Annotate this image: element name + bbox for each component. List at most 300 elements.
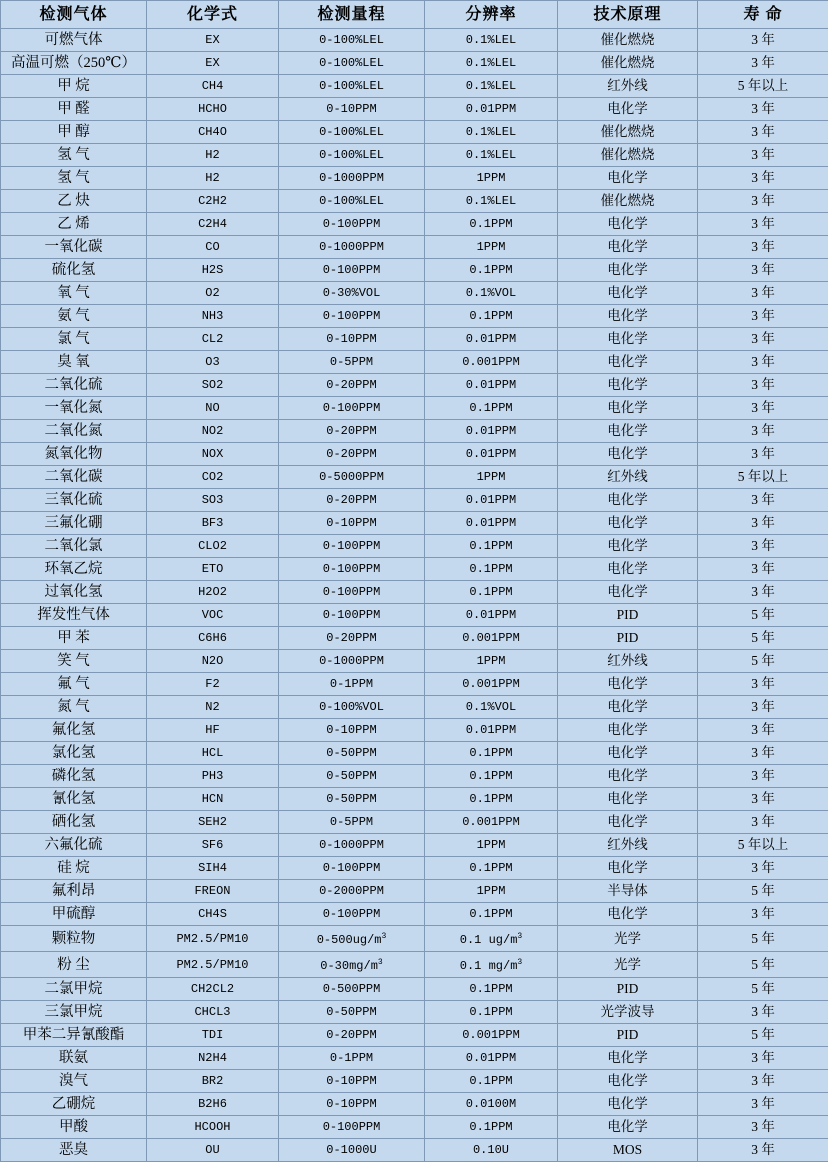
cell-formula: SF6: [147, 834, 279, 857]
cell-resolution: 0.001PPM: [425, 351, 558, 374]
cell-lifetime: 3 年: [698, 98, 828, 121]
table-row: [1, 788, 828, 811]
cell-lifetime: 3 年: [698, 443, 828, 466]
cell-formula: CO2: [147, 466, 279, 489]
cell-range: 0-20PPM: [279, 443, 425, 466]
cell-range: 0-30%VOL: [279, 282, 425, 305]
cell-technology: 电化学: [558, 581, 698, 604]
cell-lifetime: 3 年: [698, 1001, 828, 1024]
cell-range: 0-100PPM: [279, 535, 425, 558]
cell-range: 0-10PPM: [279, 512, 425, 535]
cell-resolution: 0.1%VOL: [425, 696, 558, 719]
cell-resolution: 0.1%LEL: [425, 121, 558, 144]
cell-lifetime: 3 年: [698, 144, 828, 167]
cell-gas: 氯 气: [1, 328, 147, 351]
cell-lifetime: 3 年: [698, 535, 828, 558]
cell-technology: 电化学: [558, 558, 698, 581]
cell-gas: 粉 尘: [1, 952, 147, 978]
cell-range: 0-5000PPM: [279, 466, 425, 489]
cell-resolution: 0.01PPM: [425, 1047, 558, 1070]
cell-formula: BR2: [147, 1070, 279, 1093]
cell-gas: 臭 氧: [1, 351, 147, 374]
cell-lifetime: 3 年: [698, 696, 828, 719]
cell-gas: 甲硫醇: [1, 903, 147, 926]
cell-range: 0-100%VOL: [279, 696, 425, 719]
table-row: [1, 627, 828, 650]
table-row: [1, 765, 828, 788]
cell-formula: B2H6: [147, 1093, 279, 1116]
cell-formula: F2: [147, 673, 279, 696]
cell-formula: NH3: [147, 305, 279, 328]
cell-lifetime: 3 年: [698, 213, 828, 236]
cell-resolution: 0.1PPM: [425, 903, 558, 926]
table-row: [1, 558, 828, 581]
cell-technology: 电化学: [558, 765, 698, 788]
cell-lifetime: 5 年: [698, 926, 828, 952]
table-row: [1, 880, 828, 903]
cell-range: 0-2000PPM: [279, 880, 425, 903]
cell-lifetime: 3 年: [698, 236, 828, 259]
table-row: [1, 443, 828, 466]
cell-gas: 环氧乙烷: [1, 558, 147, 581]
cell-range: $0-30mg/m^3$: [279, 952, 425, 978]
cell-gas: 氨 气: [1, 305, 147, 328]
cell-gas: 甲苯二异氰酸酯: [1, 1024, 147, 1047]
cell-resolution: 0.1%LEL: [425, 29, 558, 52]
cell-lifetime: 3 年: [698, 742, 828, 765]
table-row: [1, 75, 828, 98]
cell-formula: C2H4: [147, 213, 279, 236]
cell-formula: TDI: [147, 1024, 279, 1047]
cell-resolution: 1PPM: [425, 167, 558, 190]
table-row: [1, 1139, 828, 1162]
cell-gas: 甲 苯: [1, 627, 147, 650]
cell-range: 0-1000PPM: [279, 650, 425, 673]
cell-formula: CH4: [147, 75, 279, 98]
cell-lifetime: 3 年: [698, 351, 828, 374]
cell-range: 0-100PPM: [279, 581, 425, 604]
cell-lifetime: 3 年: [698, 259, 828, 282]
cell-technology: 电化学: [558, 857, 698, 880]
cell-lifetime: 3 年: [698, 581, 828, 604]
header-row: [1, 1, 828, 29]
cell-gas: 挥发性气体: [1, 604, 147, 627]
cell-technology: 催化燃烧: [558, 52, 698, 75]
cell-technology: 电化学: [558, 167, 698, 190]
cell-resolution: 0.01PPM: [425, 420, 558, 443]
cell-technology: 电化学: [558, 305, 698, 328]
cell-gas: 甲 醇: [1, 121, 147, 144]
table-row: [1, 167, 828, 190]
cell-formula: NO: [147, 397, 279, 420]
table-row: [1, 926, 828, 952]
cell-formula: EX: [147, 29, 279, 52]
cell-gas: 三氟化硼: [1, 512, 147, 535]
cell-resolution: 0.001PPM: [425, 673, 558, 696]
table-row: [1, 466, 828, 489]
cell-resolution: 0.001PPM: [425, 627, 558, 650]
cell-technology: 电化学: [558, 374, 698, 397]
cell-technology: MOS: [558, 1139, 698, 1162]
cell-resolution: 0.1%LEL: [425, 144, 558, 167]
cell-formula: CH2CL2: [147, 978, 279, 1001]
cell-resolution: 0.1 $mg/m^3$: [425, 952, 558, 978]
table-row: [1, 420, 828, 443]
cell-formula: CHCL3: [147, 1001, 279, 1024]
table-row: [1, 397, 828, 420]
cell-resolution: 0.001PPM: [425, 811, 558, 834]
cell-gas: 颗粒物: [1, 926, 147, 952]
cell-gas: 三氧化硫: [1, 489, 147, 512]
cell-gas: 乙硼烷: [1, 1093, 147, 1116]
cell-technology: 电化学: [558, 719, 698, 742]
table-row: [1, 374, 828, 397]
cell-lifetime: 5 年以上: [698, 466, 828, 489]
cell-technology: 电化学: [558, 1047, 698, 1070]
cell-resolution: 0.1PPM: [425, 397, 558, 420]
cell-technology: 电化学: [558, 696, 698, 719]
table-row: [1, 604, 828, 627]
cell-range: 0-100%LEL: [279, 29, 425, 52]
cell-range: 0-100%LEL: [279, 75, 425, 98]
table-row: [1, 1070, 828, 1093]
table-row: [1, 489, 828, 512]
table-row: [1, 742, 828, 765]
cell-formula: H2S: [147, 259, 279, 282]
cell-range: 0-50PPM: [279, 765, 425, 788]
cell-technology: 电化学: [558, 673, 698, 696]
column-header-formula: 化学式: [147, 1, 279, 29]
cell-lifetime: 5 年: [698, 650, 828, 673]
cell-lifetime: 3 年: [698, 1116, 828, 1139]
table-row: [1, 1116, 828, 1139]
cell-range: 0-100PPM: [279, 397, 425, 420]
cell-technology: 电化学: [558, 903, 698, 926]
cell-formula: O2: [147, 282, 279, 305]
table-row: [1, 535, 828, 558]
cell-technology: 电化学: [558, 489, 698, 512]
cell-resolution: 0.1%VOL: [425, 282, 558, 305]
cell-range: 0-20PPM: [279, 1024, 425, 1047]
table-row: [1, 857, 828, 880]
cell-gas: 恶臭: [1, 1139, 147, 1162]
cell-gas: 硅 烷: [1, 857, 147, 880]
cell-formula: HCOOH: [147, 1116, 279, 1139]
table-row: [1, 144, 828, 167]
cell-formula: HCL: [147, 742, 279, 765]
cell-gas: 笑 气: [1, 650, 147, 673]
cell-lifetime: 3 年: [698, 328, 828, 351]
cell-formula: ETO: [147, 558, 279, 581]
cell-formula: CH4S: [147, 903, 279, 926]
column-header-gas: 检测气体: [1, 1, 147, 29]
cell-range: 0-5PPM: [279, 351, 425, 374]
cell-gas: 甲 烷: [1, 75, 147, 98]
cell-lifetime: 3 年: [698, 29, 828, 52]
table-row: [1, 978, 828, 1001]
cell-technology: 电化学: [558, 535, 698, 558]
cell-formula: SIH4: [147, 857, 279, 880]
cell-resolution: 1PPM: [425, 834, 558, 857]
cell-formula: CH4O: [147, 121, 279, 144]
table-row: [1, 29, 828, 52]
cell-lifetime: 5 年: [698, 1024, 828, 1047]
cell-range: 0-1000PPM: [279, 236, 425, 259]
cell-resolution: 0.1 $ug/m^3$: [425, 926, 558, 952]
cell-resolution: 0.1PPM: [425, 765, 558, 788]
cell-gas: 乙 烯: [1, 213, 147, 236]
cell-range: 0-20PPM: [279, 627, 425, 650]
cell-lifetime: 3 年: [698, 374, 828, 397]
cell-range: 0-100PPM: [279, 903, 425, 926]
cell-formula: EX: [147, 52, 279, 75]
cell-lifetime: 3 年: [698, 190, 828, 213]
cell-formula: SO2: [147, 374, 279, 397]
cell-technology: 电化学: [558, 742, 698, 765]
cell-technology: 电化学: [558, 351, 698, 374]
cell-lifetime: 3 年: [698, 765, 828, 788]
cell-resolution: 0.01PPM: [425, 98, 558, 121]
cell-lifetime: 3 年: [698, 121, 828, 144]
cell-technology: PID: [558, 627, 698, 650]
cell-gas: 氮氧化物: [1, 443, 147, 466]
cell-resolution: 1PPM: [425, 650, 558, 673]
cell-resolution: 0.1%LEL: [425, 52, 558, 75]
table-row: [1, 190, 828, 213]
table-row: [1, 903, 828, 926]
cell-lifetime: 3 年: [698, 282, 828, 305]
cell-formula: BF3: [147, 512, 279, 535]
cell-gas: 氰化氢: [1, 788, 147, 811]
cell-range: 0-100PPM: [279, 259, 425, 282]
cell-resolution: 0.001PPM: [425, 1024, 558, 1047]
cell-formula: CO: [147, 236, 279, 259]
cell-range: 0-20PPM: [279, 374, 425, 397]
cell-resolution: 0.1PPM: [425, 581, 558, 604]
cell-formula: PM2.5/PM10: [147, 952, 279, 978]
cell-resolution: 0.01PPM: [425, 604, 558, 627]
cell-formula: VOC: [147, 604, 279, 627]
cell-formula: PH3: [147, 765, 279, 788]
cell-lifetime: 3 年: [698, 811, 828, 834]
cell-range: 0-50PPM: [279, 788, 425, 811]
cell-gas: 氢 气: [1, 144, 147, 167]
cell-gas: 氢 气: [1, 167, 147, 190]
cell-technology: PID: [558, 978, 698, 1001]
cell-resolution: 0.1PPM: [425, 1001, 558, 1024]
table-row: [1, 52, 828, 75]
table-row: [1, 952, 828, 978]
table-row: [1, 305, 828, 328]
cell-lifetime: 3 年: [698, 1047, 828, 1070]
table-row: [1, 236, 828, 259]
cell-formula: N2: [147, 696, 279, 719]
cell-gas: 三氯甲烷: [1, 1001, 147, 1024]
cell-gas: 六氟化硫: [1, 834, 147, 857]
cell-technology: 电化学: [558, 1070, 698, 1093]
cell-resolution: 0.01PPM: [425, 374, 558, 397]
cell-resolution: 0.1PPM: [425, 259, 558, 282]
cell-gas: 甲酸: [1, 1116, 147, 1139]
cell-resolution: 0.01PPM: [425, 489, 558, 512]
cell-lifetime: 3 年: [698, 512, 828, 535]
cell-lifetime: 5 年以上: [698, 75, 828, 98]
table-row: [1, 719, 828, 742]
cell-gas: 联氨: [1, 1047, 147, 1070]
cell-range: 0-10PPM: [279, 1093, 425, 1116]
cell-technology: 电化学: [558, 1093, 698, 1116]
table-row: [1, 673, 828, 696]
column-header-resolution: 分辨率: [425, 1, 558, 29]
cell-technology: 电化学: [558, 236, 698, 259]
cell-technology: 半导体: [558, 880, 698, 903]
cell-range: 0-50PPM: [279, 1001, 425, 1024]
table-row: [1, 834, 828, 857]
cell-technology: 电化学: [558, 213, 698, 236]
cell-resolution: 0.1PPM: [425, 1116, 558, 1139]
cell-technology: 电化学: [558, 788, 698, 811]
cell-range: 0-1000PPM: [279, 834, 425, 857]
cell-range: 0-10PPM: [279, 328, 425, 351]
cell-technology: 红外线: [558, 834, 698, 857]
cell-formula: HF: [147, 719, 279, 742]
cell-resolution: 0.10U: [425, 1139, 558, 1162]
cell-range: 0-100PPM: [279, 857, 425, 880]
cell-lifetime: 3 年: [698, 167, 828, 190]
column-header-technology: 技术原理: [558, 1, 698, 29]
cell-technology: 电化学: [558, 443, 698, 466]
cell-resolution: 0.1PPM: [425, 558, 558, 581]
cell-range: 0-100%LEL: [279, 121, 425, 144]
cell-lifetime: 3 年: [698, 788, 828, 811]
cell-resolution: 0.01PPM: [425, 512, 558, 535]
cell-lifetime: 5 年: [698, 952, 828, 978]
cell-formula: H2O2: [147, 581, 279, 604]
cell-resolution: 0.01PPM: [425, 719, 558, 742]
cell-technology: 红外线: [558, 466, 698, 489]
column-header-lifetime: 寿 命: [698, 1, 828, 29]
cell-formula: NOX: [147, 443, 279, 466]
cell-lifetime: 3 年: [698, 1139, 828, 1162]
cell-lifetime: 3 年: [698, 305, 828, 328]
table-row: [1, 581, 828, 604]
cell-resolution: 0.01PPM: [425, 328, 558, 351]
cell-formula: CLO2: [147, 535, 279, 558]
cell-formula: OU: [147, 1139, 279, 1162]
cell-range: 0-1PPM: [279, 1047, 425, 1070]
table-row: [1, 282, 828, 305]
cell-gas: 可燃气体: [1, 29, 147, 52]
cell-formula: HCHO: [147, 98, 279, 121]
cell-technology: 电化学: [558, 282, 698, 305]
table-row: [1, 98, 828, 121]
cell-gas: 二氧化碳: [1, 466, 147, 489]
cell-range: 0-10PPM: [279, 98, 425, 121]
cell-resolution: 1PPM: [425, 880, 558, 903]
table-row: [1, 259, 828, 282]
cell-lifetime: 5 年以上: [698, 834, 828, 857]
cell-lifetime: 3 年: [698, 673, 828, 696]
cell-technology: 电化学: [558, 420, 698, 443]
cell-resolution: 0.1PPM: [425, 1070, 558, 1093]
cell-resolution: 0.1PPM: [425, 788, 558, 811]
cell-range: 0-100PPM: [279, 604, 425, 627]
cell-lifetime: 3 年: [698, 1093, 828, 1116]
cell-gas: 氧 气: [1, 282, 147, 305]
cell-lifetime: 3 年: [698, 903, 828, 926]
cell-technology: PID: [558, 1024, 698, 1047]
cell-formula: PM2.5/PM10: [147, 926, 279, 952]
cell-gas: 氟利昂: [1, 880, 147, 903]
cell-technology: 催化燃烧: [558, 144, 698, 167]
cell-gas: 硒化氢: [1, 811, 147, 834]
cell-resolution: 0.1PPM: [425, 978, 558, 1001]
cell-lifetime: 3 年: [698, 489, 828, 512]
cell-resolution: 0.0100M: [425, 1093, 558, 1116]
cell-lifetime: 5 年: [698, 880, 828, 903]
table-row: [1, 213, 828, 236]
cell-range: 0-1000U: [279, 1139, 425, 1162]
cell-gas: 氟 气: [1, 673, 147, 696]
table-body: [1, 29, 828, 1162]
cell-lifetime: 3 年: [698, 857, 828, 880]
cell-resolution: 1PPM: [425, 236, 558, 259]
cell-formula: H2: [147, 144, 279, 167]
cell-range: $0-500ug/m^3$: [279, 926, 425, 952]
cell-resolution: 0.1PPM: [425, 213, 558, 236]
cell-lifetime: 5 年: [698, 627, 828, 650]
table-row: [1, 512, 828, 535]
cell-gas: 二氧化硫: [1, 374, 147, 397]
cell-resolution: 0.01PPM: [425, 443, 558, 466]
table-row: [1, 351, 828, 374]
cell-technology: PID: [558, 604, 698, 627]
cell-technology: 电化学: [558, 811, 698, 834]
cell-formula: C2H2: [147, 190, 279, 213]
cell-formula: NO2: [147, 420, 279, 443]
cell-technology: 催化燃烧: [558, 190, 698, 213]
cell-gas: 甲 醛: [1, 98, 147, 121]
cell-lifetime: 3 年: [698, 719, 828, 742]
cell-range: 0-20PPM: [279, 489, 425, 512]
cell-lifetime: 3 年: [698, 420, 828, 443]
cell-range: 0-100PPM: [279, 1116, 425, 1139]
cell-resolution: 0.1PPM: [425, 305, 558, 328]
cell-technology: 电化学: [558, 259, 698, 282]
cell-resolution: 0.1PPM: [425, 742, 558, 765]
cell-formula: H2: [147, 167, 279, 190]
cell-formula: O3: [147, 351, 279, 374]
cell-gas: 高温可燃（250℃）: [1, 52, 147, 75]
cell-range: 0-100PPM: [279, 558, 425, 581]
cell-technology: 电化学: [558, 512, 698, 535]
cell-gas: 二氧化氯: [1, 535, 147, 558]
cell-formula: N2H4: [147, 1047, 279, 1070]
cell-resolution: 0.1%LEL: [425, 75, 558, 98]
cell-gas: 乙 炔: [1, 190, 147, 213]
table-row: [1, 696, 828, 719]
cell-technology: 光学波导: [558, 1001, 698, 1024]
cell-lifetime: 3 年: [698, 558, 828, 581]
column-header-range: 检测量程: [279, 1, 425, 29]
cell-lifetime: 3 年: [698, 52, 828, 75]
cell-technology: 电化学: [558, 397, 698, 420]
cell-range: 0-10PPM: [279, 1070, 425, 1093]
table-row: [1, 650, 828, 673]
cell-gas: 一氧化碳: [1, 236, 147, 259]
cell-formula: N2O: [147, 650, 279, 673]
cell-technology: 光学: [558, 952, 698, 978]
